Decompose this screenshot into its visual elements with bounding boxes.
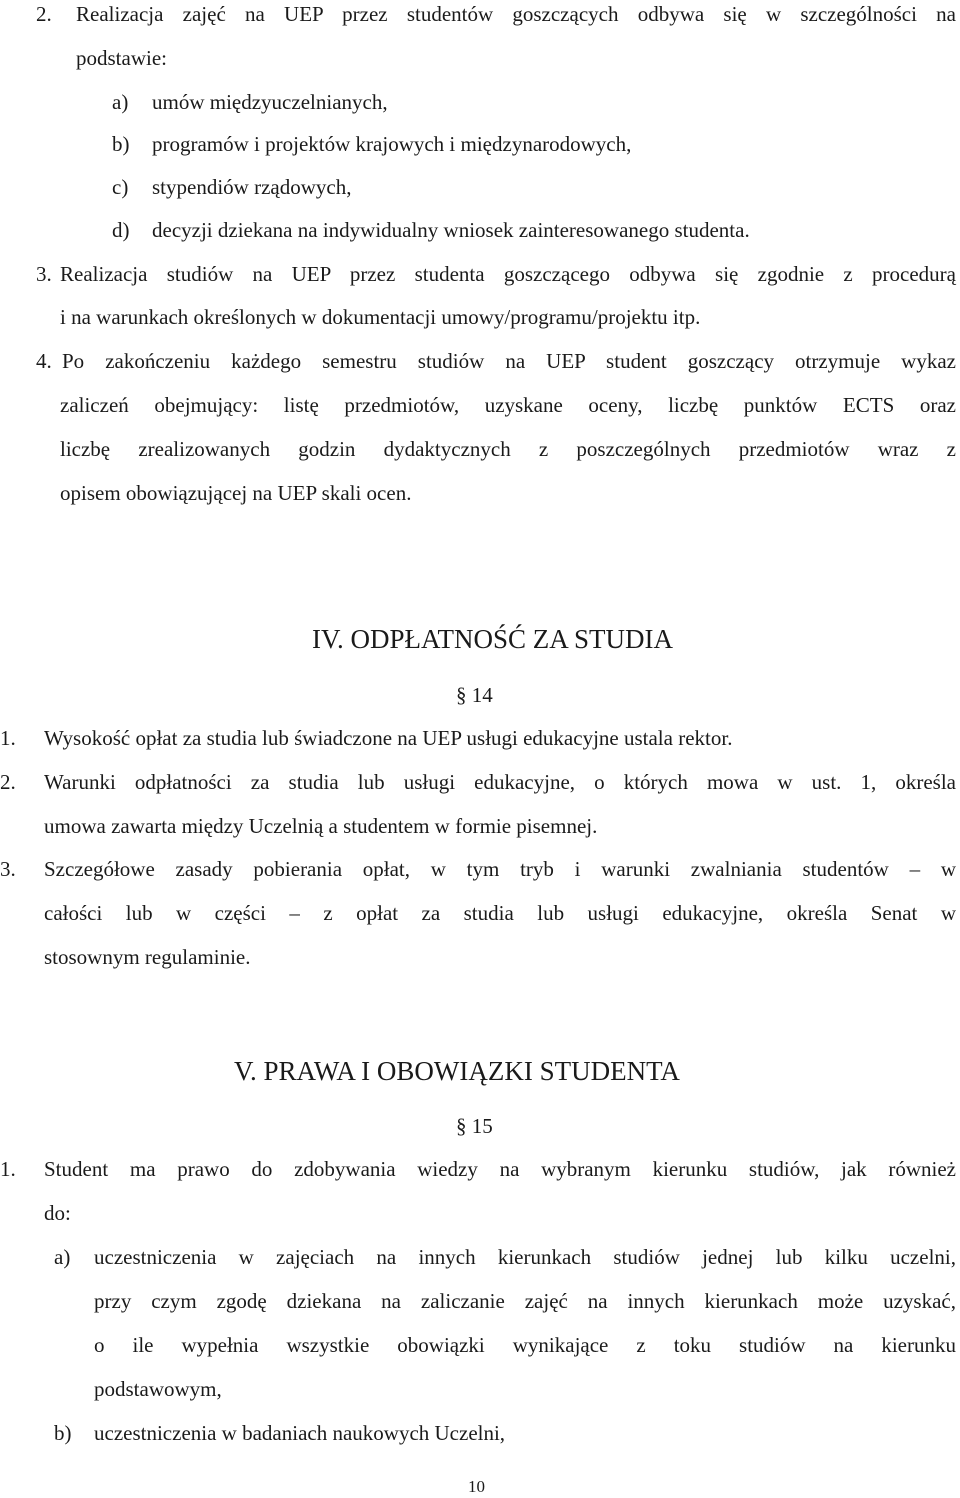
item-text-line: i na warunkach określonych w dokumentacji umowy/programu/projektu itp. (60, 305, 701, 329)
item-text-line: stosownym regulaminie. (44, 945, 251, 969)
paragraph-symbol: § 14 (456, 683, 493, 707)
item-number: 1. (0, 726, 16, 750)
subitem-text: przy czym zgodę dziekana na zaliczanie zajęć na innych kierunkach może uzyskać, (94, 1289, 956, 1313)
item-text-line: liczbę zrealizowanych godzin dydaktycznych z poszczególnych przedmiotów wraz z (60, 437, 956, 461)
item-number: 3. (0, 857, 16, 881)
item-number: 3. (36, 262, 52, 286)
subitem-letter: a) (112, 90, 129, 114)
item-text-line: Wysokość opłat za studia lub świadczone na UEP usługi edukacyjne ustala rektor. (44, 726, 733, 750)
section-heading: IV. ODPŁATNOŚĆ ZA STUDIA (312, 624, 674, 654)
paragraph-symbol: § 15 (456, 1114, 493, 1138)
item-text-line: do: (44, 1201, 71, 1225)
subitem-letter: a) (54, 1245, 71, 1269)
subitem-text: stypendiów rządowych, (152, 175, 352, 199)
item-number: 1. (0, 1157, 16, 1181)
subitem-text: uczestniczenia w zajęciach na innych kierunkach studiów jednej lub kilku uczelni, (94, 1245, 956, 1269)
item-text-line: Szczegółowe zasady pobierania opłat, w tym tryb i warunki zwalniania studentów – w (44, 857, 956, 881)
subitem-text: decyzji dziekana na indywidualny wniosek zainteresowanego studenta. (152, 218, 750, 242)
item-text-line: Warunki odpłatności za studia lub usługi edukacyjne, o których mowa w ust. 1, określa (44, 770, 956, 794)
subitem-letter: b) (54, 1421, 72, 1445)
page-number: 10 (468, 1477, 485, 1496)
item-text-line: zaliczeń obejmujący: listę przedmiotów, uzyskane oceny, liczbę punktów ECTS oraz (60, 393, 956, 417)
subitem-text: programów i projektów krajowych i międzynarodowych, (152, 132, 632, 156)
item-number: 2. (0, 770, 16, 794)
item-text-line: Po zakończeniu każdego semestru studiów na UEP student goszczący otrzymuje wykaz (62, 349, 956, 373)
subitem-letter: c) (112, 175, 129, 199)
item-text-line: Student ma prawo do zdobywania wiedzy na wybranym kierunku studiów, jak również (44, 1157, 956, 1181)
item-text-line: Realizacja studiów na UEP przez studenta goszczącego odbywa się zgodnie z procedurą (60, 262, 956, 286)
section-heading: V. PRAWA I OBOWIĄZKI STUDENTA (234, 1056, 680, 1086)
subitem-text: umów międzyuczelnianych, (152, 90, 388, 114)
subitem-text: uczestniczenia w badaniach naukowych Uczelni, (94, 1421, 506, 1445)
item-text-line: opisem obowiązującej na UEP skali ocen. (60, 481, 412, 505)
item-text-line: podstawie: (76, 46, 167, 70)
item-number: 4. (36, 349, 52, 373)
item-text-line: Realizacja zajęć na UEP przez studentów goszczących odbywa się w szczególności na (76, 2, 956, 26)
subitem-text: o ile wypełnia wszystkie obowiązki wynikające z toku studiów na kierunku (94, 1333, 956, 1357)
subitem-letter: d) (112, 218, 130, 242)
item-number: 2. (36, 2, 52, 26)
item-text-line: całości lub w części – z opłat za studia lub usługi edukacyjne, określa Senat w (44, 901, 956, 925)
item-text-line: umowa zawarta między Uczelnią a studentem w formie pisemnej. (44, 814, 598, 838)
subitem-text: podstawowym, (94, 1377, 222, 1401)
subitem-letter: b) (112, 132, 130, 156)
